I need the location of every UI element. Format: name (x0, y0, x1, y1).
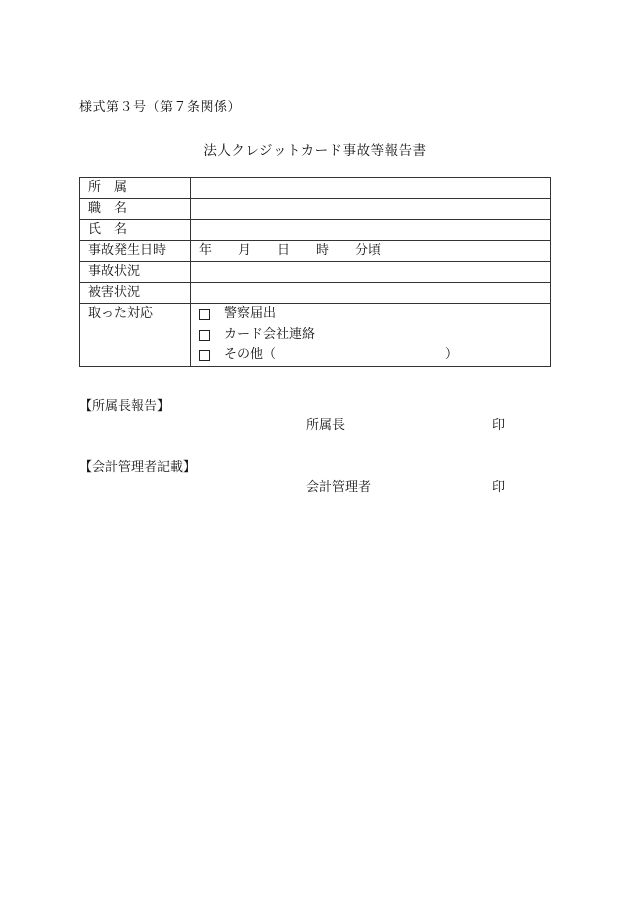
action-option-other[interactable] (199, 345, 542, 366)
table-row (80, 283, 551, 304)
incident-status-field[interactable] (191, 262, 551, 283)
row-label-job-title: 職 名 (80, 199, 191, 220)
accountant-signer: 会計管理者 (306, 480, 372, 495)
action-option-label: カード会社連絡 (224, 326, 316, 342)
action-option-label: 警察届出 (224, 306, 277, 321)
checkbox-card-company[interactable] (199, 330, 210, 341)
action-option-label: その他（ ） (224, 347, 459, 363)
table-row (80, 241, 551, 262)
job-title-field[interactable] (191, 199, 551, 220)
row-label-affiliation: 所 属 (80, 178, 191, 199)
report-table (79, 177, 551, 367)
department-head-signer: 所属長 (306, 418, 346, 433)
row-label-incident-status: 事故状況 (80, 262, 191, 283)
damage-status-field[interactable] (191, 283, 551, 304)
checkbox-other[interactable] (199, 350, 210, 361)
name-field[interactable] (191, 220, 551, 241)
accountant-heading: 【会計管理者記載】 (79, 460, 197, 475)
table-row (80, 262, 551, 283)
row-label-actions-taken: 取った対応 (80, 304, 191, 367)
actions-taken-options (191, 304, 551, 367)
action-option-card-company[interactable] (199, 325, 542, 346)
department-head-seal: 印 (492, 418, 506, 433)
row-label-name: 氏 名 (80, 220, 191, 241)
document-title: 法人クレジットカード事故等報告書 (203, 143, 427, 159)
action-option-police-report[interactable] (199, 304, 542, 325)
table-row (80, 178, 551, 199)
table-row (80, 304, 551, 367)
table-row (80, 199, 551, 220)
table-row (80, 220, 551, 241)
row-label-incident-datetime: 事故発生日時 (80, 241, 191, 262)
row-label-damage-status: 被害状況 (80, 283, 191, 304)
checkbox-police-report[interactable] (199, 309, 210, 320)
department-head-heading: 【所属長報告】 (79, 399, 171, 414)
affiliation-field[interactable] (191, 178, 551, 199)
incident-datetime-field[interactable]: 年 月 日 時 分頃 (191, 241, 551, 262)
accountant-seal: 印 (492, 480, 506, 495)
form-number: 様式第３号（第７条関係） (79, 100, 242, 115)
